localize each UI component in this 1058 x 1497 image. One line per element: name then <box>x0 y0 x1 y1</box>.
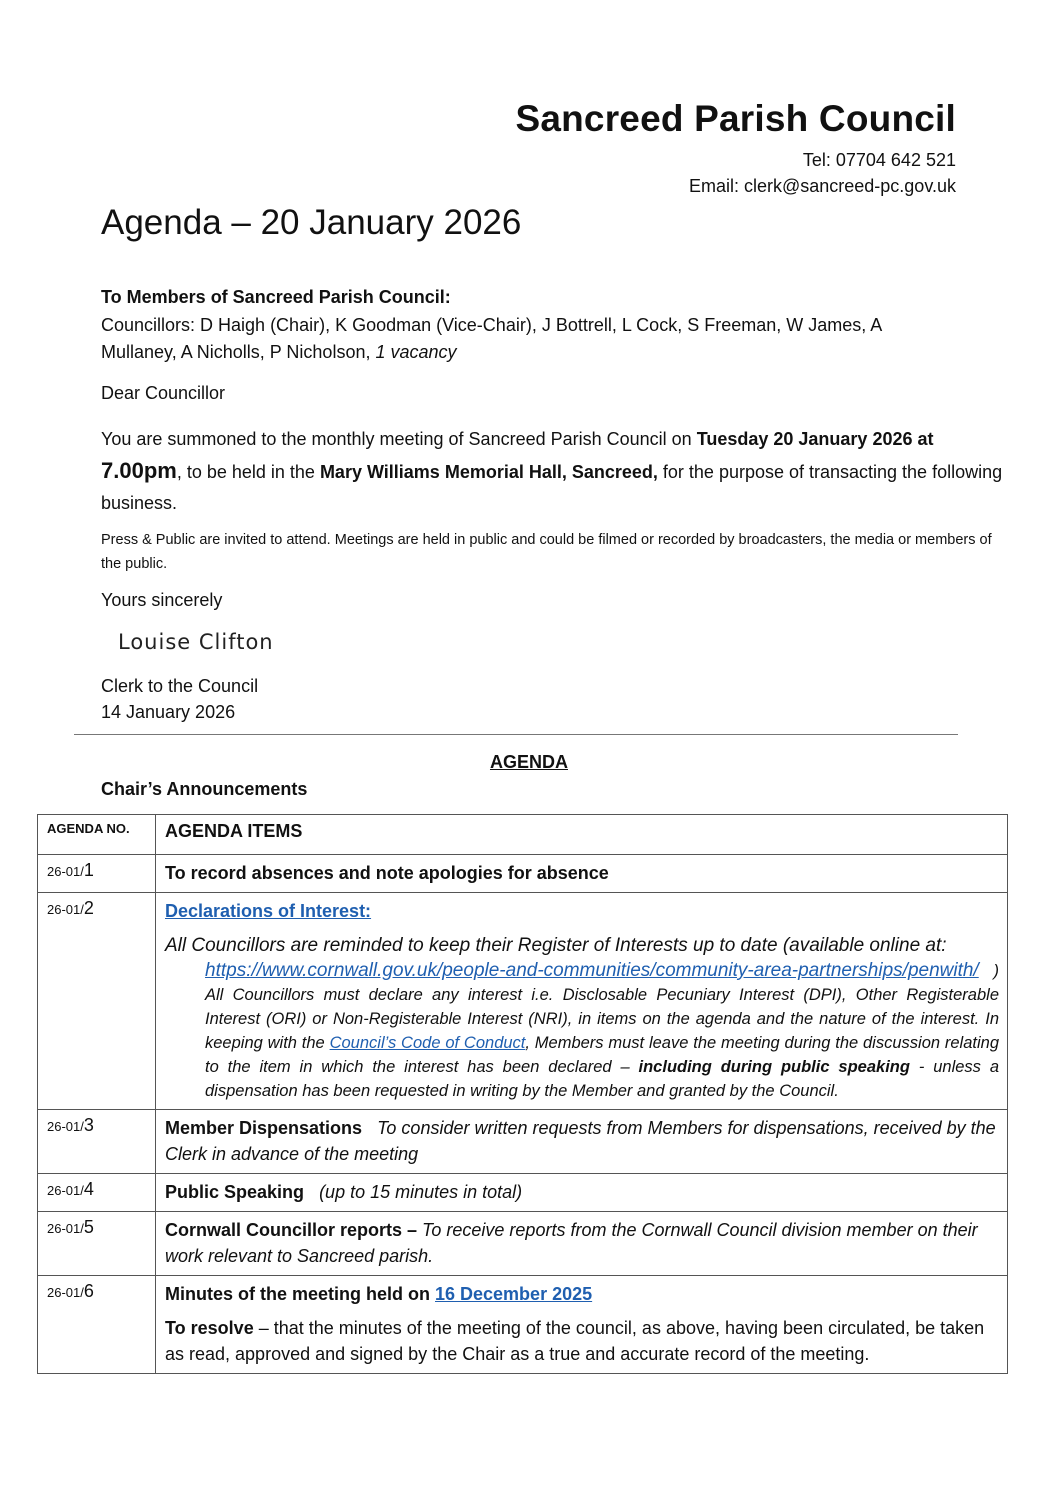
vacancy-note: 1 vacancy <box>375 342 457 362</box>
members-heading: To Members of Sancreed Parish Council: <box>101 287 451 307</box>
agenda-item-declarations <box>156 893 1008 1110</box>
agenda-heading: AGENDA <box>489 752 568 772</box>
agenda-number: 26-01/2 <box>38 893 156 1110</box>
table-row <box>38 893 1008 1110</box>
meeting-time: 7.00pm <box>101 458 177 483</box>
table-row <box>38 1110 1008 1174</box>
declarations-link[interactable]: Declarations of Interest: <box>165 901 372 921</box>
telephone: Tel: 07704 642 521 <box>802 150 956 170</box>
agenda-item-detail: To consider written requests from Members for dispensations, received by the Clerk in advance of the meeting <box>165 1118 996 1164</box>
agenda-item-cornwall-reports <box>156 1212 1008 1276</box>
summons-text: You are summoned to the monthly meeting of Sancreed Parish Council on <box>101 429 697 449</box>
table-row <box>38 1174 1008 1212</box>
email-address: Email: clerk@sancreed-pc.gov.uk <box>688 176 956 196</box>
agenda-item-minutes <box>156 1276 1008 1374</box>
column-header-no: AGENDA NO. <box>38 815 156 855</box>
agenda-item-detail: To receive reports from the Cornwall Council division member on their work relevant to Sancreed parish. <box>165 1220 978 1266</box>
agenda-item-public-speaking <box>156 1174 1008 1212</box>
agenda-item-title: Cornwall Councillor reports – <box>165 1220 418 1240</box>
column-header-items: AGENDA ITEMS <box>156 815 1008 855</box>
guidance-text: - unless a dispensation has been requested in writing by the Member and granted by the Council. <box>205 1058 999 1100</box>
press-notice: Press & Public are invited to attend. Meetings are held in public and could be filmed or recorded by broadcasters, the media or members of the public. <box>101 532 992 572</box>
agenda-item-dispensations <box>156 1110 1008 1174</box>
table-row <box>38 1212 1008 1276</box>
letter-date: 14 January 2026 <box>101 702 236 722</box>
table-row <box>38 855 1008 893</box>
clerk-title: Clerk to the Council <box>101 676 259 696</box>
guidance-text: , Members must leave the meeting during the discussion relating to the item in which the interest has been declared – <box>205 1034 999 1076</box>
resolution-text <box>165 1315 999 1367</box>
agenda-table <box>37 814 1008 1374</box>
guidance-emphasis: including during public speaking <box>638 1058 910 1076</box>
councillors-list <box>101 312 961 366</box>
agenda-item-title: Member Dispensations <box>165 1118 363 1138</box>
agenda-number: 26-01/3 <box>38 1110 156 1174</box>
agenda-number: 26-01/6 <box>38 1276 156 1374</box>
agenda-number: 26-01/5 <box>38 1212 156 1276</box>
table-header-row <box>38 815 1008 855</box>
salutation: Dear Councillor <box>101 383 226 403</box>
closing: Yours sincerely <box>101 590 223 610</box>
resolve-label: To resolve <box>165 1318 254 1338</box>
agenda-item-detail: (up to 15 minutes in total) <box>319 1182 523 1202</box>
divider <box>74 734 958 735</box>
agenda-item-title: Public Speaking <box>165 1182 305 1202</box>
agenda-item-title: To record absences and note apologies for absence <box>156 855 1008 893</box>
agenda-title: Agenda – 20 January 2026 <box>101 203 522 242</box>
councillors-names: Councillors: D Haigh (Chair), K Goodman (Vice-Chair), J Bottrell, L Cock, S Freeman, W James, A Mullaney, A Nicholls, P Nicholson, <box>101 315 882 362</box>
interest-guidance <box>165 959 999 1103</box>
summons-text: for the purpose of transacting the following business. <box>101 462 1003 513</box>
clerk-signature: Louise Clifton <box>118 630 274 654</box>
agenda-item-title: Minutes of the meeting held on <box>165 1284 435 1304</box>
resolve-text: – that the minutes of the meeting of the council, as above, having been circulated, be taken as read, approved and signed by the Chair as a true and accurate record of the meeting. <box>165 1318 985 1364</box>
minutes-link[interactable]: 16 December 2025 <box>435 1284 593 1304</box>
register-reminder: All Councillors are reminded to keep their Register of Interests up to date (available online at: <box>165 935 947 956</box>
meeting-date: Tuesday 20 January 2026 at <box>696 429 934 449</box>
meeting-venue: Mary Williams Memorial Hall, Sancreed, <box>319 462 658 482</box>
agenda-number: 26-01/4 <box>38 1174 156 1212</box>
council-name: Sancreed Parish Council <box>515 98 956 139</box>
table-row <box>38 1276 1008 1374</box>
code-of-conduct-link[interactable]: Council’s Code of Conduct <box>329 1034 526 1052</box>
guidance-text: ) All Councillors must declare any interest i.e. Disclosable Pecuniary Interest (DPI), Other Registerable Interest (ORI) or Non-Registerable Interest (NRI), in items on the agenda and the nature of the interest. In keeping with the <box>205 962 999 1052</box>
register-url-link[interactable]: https://www.cornwall.gov.uk/people-and-communities/community-area-partnerships/penwith/ <box>205 960 979 981</box>
summons-paragraph <box>101 424 1006 519</box>
summons-text: , to be held in the <box>176 462 320 482</box>
agenda-number: 26-01/1 <box>38 855 156 893</box>
chairs-announcements: Chair’s Announcements <box>101 779 308 799</box>
